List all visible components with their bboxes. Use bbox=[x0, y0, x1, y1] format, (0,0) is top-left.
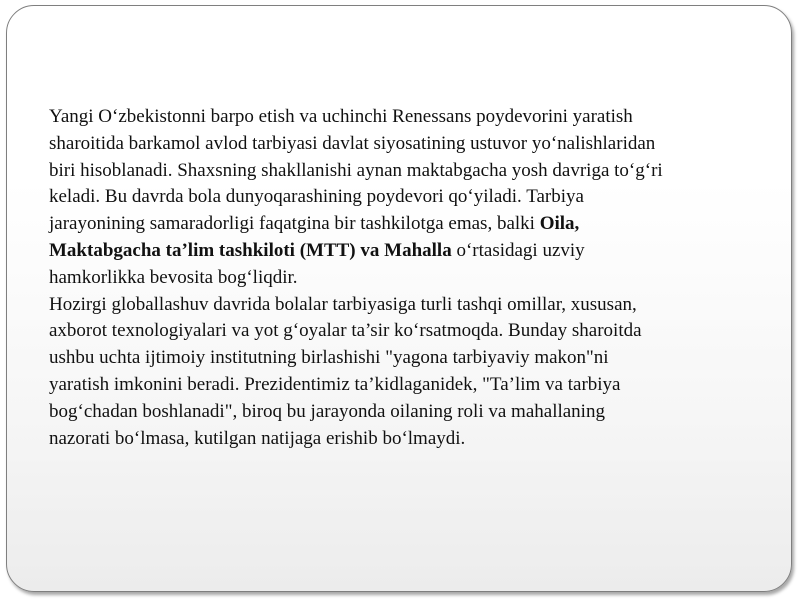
paragraph-1-text: Yangi O‘zbekistonni barpo etish va uchinchi Renessans poydevorini yaratish sharoitida barkamol avlod tarbiyasi davlat siyosatining ustuvor yo‘nalishlaridan biri hisoblanadi. Shaxsning shakllanishi aynan maktabgacha yosh davriga to‘g‘ri keladi. Bu davrda bola dunyoqarashining poydevori qo‘yiladi. Tarbiya jarayonining samaradorligi faqatgina bir tashkilotga emas, balki bbox=[49, 106, 663, 235]
paragraph-2-text: Hozirgi globallashuv davrida bolalar tarbiyasiga turli tashqi omillar, xususan, axborot texnologiyalari va yot g‘oyalar ta’sir ko‘rsatmoqda. Bunday sharoitda ushbu uchta ijtimoiy institutning birlashishi "yagona tarbiyaviy makon"ni yaratish imkonini beradi. Prezidentimiz ta’kidlaganidek, "Ta’lim va tarbiya bog‘chadan boshlanadi", biroq bu jarayonda oilaning roli va mahallaning nazorati bo‘lmasa, kutilgan natijaga erishib bo‘lmaydi. bbox=[49, 293, 642, 449]
slide-text-body bbox=[49, 104, 779, 452]
slide-frame bbox=[6, 5, 792, 592]
paragraph-1-text-end: o‘rtasidagi uzviy hamkorlikka bevosita bog‘liqdir. bbox=[49, 239, 585, 288]
paragraph-1-bold-text: Oila, Maktabgacha ta’lim tashkiloti (MTT) va Mahalla bbox=[49, 213, 580, 261]
